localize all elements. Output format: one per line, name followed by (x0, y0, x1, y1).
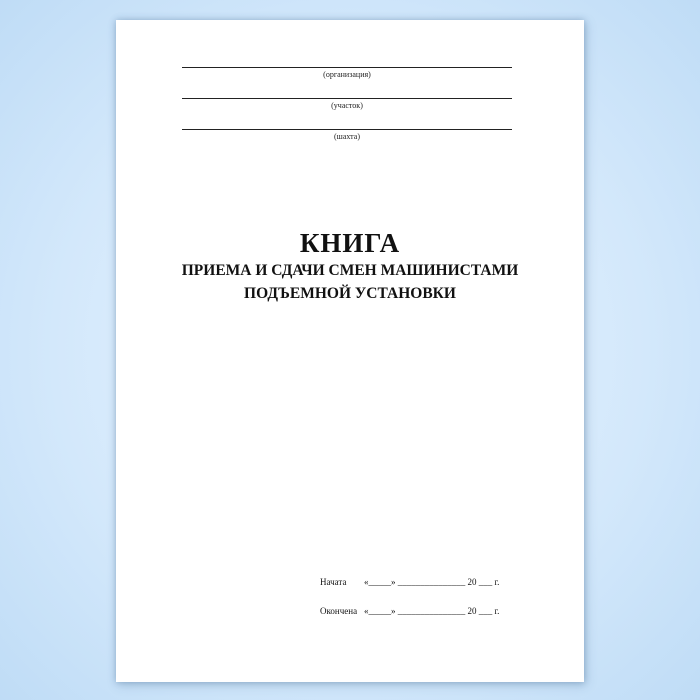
end-date-value: «_____» _______________ 20 ___ г. (364, 606, 500, 616)
document-subtitle-line-1: ПРИЕМА И СДАЧИ СМЕН МАШИНИСТАМИ (181, 262, 519, 279)
end-date-label: Окончена (320, 606, 358, 616)
title-block (116, 228, 584, 304)
section-line (182, 98, 512, 99)
section-caption: (участок) (331, 101, 363, 110)
organization-line (182, 67, 512, 68)
start-date-value: «_____» _______________ 20 ___ г. (364, 577, 500, 587)
date-block (320, 577, 499, 635)
mine-field (182, 129, 512, 142)
mine-caption: (шахта) (334, 132, 360, 141)
document-subtitle-line-2: ПОДЪЕМНОЙ УСТАНОВКИ (244, 285, 456, 302)
document-cover (116, 20, 584, 682)
section-field (182, 98, 512, 111)
document-title: КНИГА (299, 228, 401, 258)
end-date-row (320, 606, 499, 618)
organization-field (182, 67, 512, 80)
start-date-label: Начата (320, 577, 347, 587)
start-date-row (320, 577, 499, 589)
mine-line (182, 129, 512, 130)
organization-caption: (организация) (323, 70, 371, 79)
